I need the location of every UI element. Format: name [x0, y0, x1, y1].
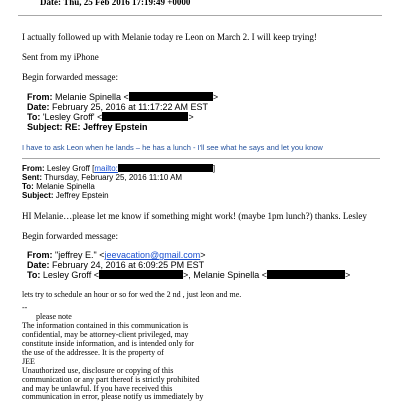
- fwd2-subject-value: Jeffrey Epstein: [55, 191, 109, 200]
- disclaimer-line: Unauthorized use, disclosure or copying of this: [22, 366, 174, 375]
- please-note-label: please note: [36, 312, 72, 321]
- fwd3-date-value: February 24, 2016 at 6:09:25 PM EST: [52, 260, 205, 270]
- fwd2-to-label: To:: [22, 182, 34, 191]
- fwd2-subject-line: [22, 191, 109, 201]
- disclaimer-line: constitute inside information, and is intended only for: [22, 339, 194, 348]
- fwd2-sent-value: Thursday, February 25, 2016 11:10 AM: [44, 173, 183, 182]
- fwd1-date-value: February 25, 2016 at 11:17:22 AM EST: [52, 102, 208, 112]
- top-date-label: Date:: [40, 0, 61, 7]
- fwd3-email-link[interactable]: jeevacation@gmail.com: [104, 250, 201, 260]
- fwd1-from-close: >: [212, 92, 219, 102]
- redaction-block: [129, 92, 213, 101]
- fwd1-from-label: From:: [27, 92, 53, 102]
- disclaimer-line: The information contained in this communication is: [22, 321, 189, 330]
- fwd3-date-label: Date:: [27, 260, 50, 270]
- fwd2-subject-label: Subject:: [22, 191, 54, 200]
- top-date-line: [40, 0, 190, 8]
- fwd2-from-label: From:: [22, 164, 45, 173]
- reply-divider: [22, 158, 380, 159]
- redaction-block: [102, 112, 188, 121]
- disclaimer-line: confidential, may be attorney-client privileged, may: [22, 330, 189, 339]
- disclaimer-line: and may be unlawful. If you have received this: [22, 384, 173, 393]
- redaction-block: [118, 164, 216, 173]
- disclaimer-line: the use of the addressee. It is the property of: [22, 348, 164, 357]
- fwd3-to-value: Lesley Groff <: [42, 270, 99, 280]
- redaction-block: [99, 270, 183, 279]
- fwd3-to-mid: >, Melanie Spinella <: [182, 270, 268, 280]
- fwd1-subject-line: [27, 122, 148, 133]
- hi-melanie-line: HI Melanie…please let me know if something might work! (maybe 1pm lunch?) thanks. Lesley: [22, 211, 367, 221]
- fwd1-from-value: Melanie Spinella <: [55, 92, 129, 102]
- fwd2-sent-label: Sent:: [22, 173, 42, 182]
- begin-forwarded-2: Begin forwarded message:: [22, 231, 118, 241]
- signature-dash: --: [22, 303, 28, 312]
- body-line-1: I actually followed up with Melanie today re Leon on March 2. I will keep trying!: [22, 32, 317, 42]
- blue-reply-note: I have to ask Leon when he lands – he has a lunch - I'll see what he says and let you know: [22, 143, 323, 152]
- fwd1-date-label: Date:: [27, 102, 50, 112]
- fwd3-to-line: [27, 270, 350, 281]
- schedule-line: lets try to schedule an hour or so for wed the 2 nd , just leon and me.: [22, 290, 242, 299]
- fwd2-to-value: Melanie Spinella: [36, 182, 95, 191]
- fwd3-from-label: From:: [27, 250, 53, 260]
- fwd3-to-label: To:: [27, 270, 41, 280]
- fwd1-to-value: 'Lesley Groff' <: [42, 112, 103, 122]
- header-divider: [18, 15, 382, 16]
- fwd1-subject-value: RE: Jeffrey Epstein: [65, 122, 148, 132]
- disclaimer-line: communication in error, please notify us immediately by: [22, 392, 204, 401]
- fwd1-to-close: >: [188, 112, 194, 122]
- fwd3-from-close: >: [200, 250, 206, 260]
- fwd1-to-label: To:: [27, 112, 41, 122]
- disclaimer-line: communication or any part thereof is strictly prohibited: [22, 375, 200, 384]
- fwd2-from-value: Lesley Groff [: [46, 164, 95, 173]
- fwd3-to-close: >: [345, 270, 351, 280]
- top-date-value: Thu, 25 Feb 2016 17:19:49 +0000: [63, 0, 191, 7]
- fwd1-subject-label: Subject:: [27, 122, 63, 132]
- fwd2-mailto-link[interactable]: mailto:: [94, 164, 118, 173]
- fwd2-from-close: ]: [212, 164, 216, 173]
- disclaimer-line: JEE: [22, 357, 35, 366]
- fwd3-from-value: "jeffrey E." <: [55, 250, 105, 260]
- redaction-block: [267, 270, 345, 279]
- body-line-2: Sent from my iPhone: [22, 52, 99, 62]
- body-line-3: Begin forwarded message:: [22, 72, 118, 82]
